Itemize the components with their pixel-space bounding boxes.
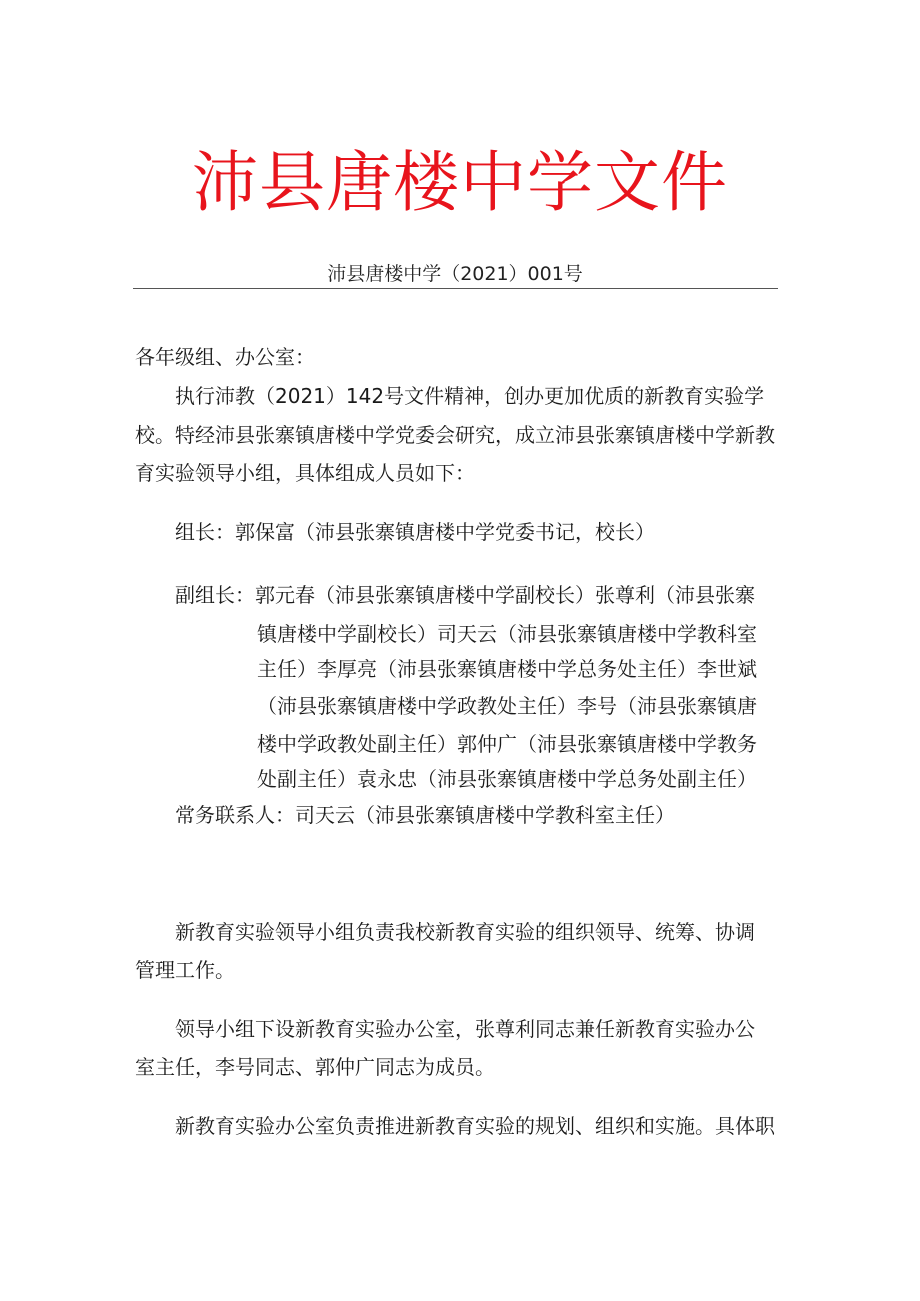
deputy-line-2: 镇唐楼中学副校长）司天云（沛县张寨镇唐楼中学教科室 — [257, 622, 757, 646]
intro-line-2: 校。特经沛县张寨镇唐楼中学党委会研究，成立沛县张寨镇唐楼中学新教 — [135, 423, 775, 447]
contact-line: 常务联系人：司天云（沛县张寨镇唐楼中学教科室主任） — [175, 803, 675, 827]
deputy-line-4: （沛县张寨镇唐楼中学政教处主任）李号（沛县张寨镇唐 — [257, 694, 757, 718]
office-duties-line-1: 新教育实验办公室负责推进新教育实验的规划、组织和实施。具体职 — [175, 1114, 775, 1138]
deputy-line-6: 处副主任）袁永忠（沛县张寨镇唐楼中学总务处副主任） — [257, 767, 757, 791]
deputy-line-1: 副组长：郭元春（沛县张寨镇唐楼中学副校长）张尊利（沛县张寨 — [175, 583, 755, 607]
duties-line-2: 管理工作。 — [135, 958, 235, 982]
intro-line-1: 执行沛教（2021）142号文件精神，创办更加优质的新教育实验学 — [175, 384, 765, 408]
deputy-line-5: 楼中学政教处副主任）郭仲广（沛县张寨镇唐楼中学教务 — [257, 732, 757, 756]
header-divider — [133, 288, 778, 289]
office-line-2: 室主任，李号同志、郭仲广同志为成员。 — [135, 1055, 495, 1079]
intro-line-3: 育实验领导小组，具体组成人员如下： — [135, 461, 475, 485]
document-number: 沛县唐楼中学（2021）001号 — [327, 263, 583, 285]
office-line-1: 领导小组下设新教育实验办公室，张尊利同志兼任新教育实验办公 — [175, 1017, 755, 1041]
salutation: 各年级组、办公室： — [135, 345, 315, 369]
document-title: 沛县唐楼中学文件 — [192, 144, 728, 221]
duties-line-1: 新教育实验领导小组负责我校新教育实验的组织领导、统筹、协调 — [175, 920, 755, 944]
leader-line: 组长：郭保富（沛县张寨镇唐楼中学党委书记，校长） — [175, 520, 655, 544]
deputy-line-3: 主任）李厚亮（沛县张寨镇唐楼中学总务处主任）李世斌 — [257, 657, 757, 681]
